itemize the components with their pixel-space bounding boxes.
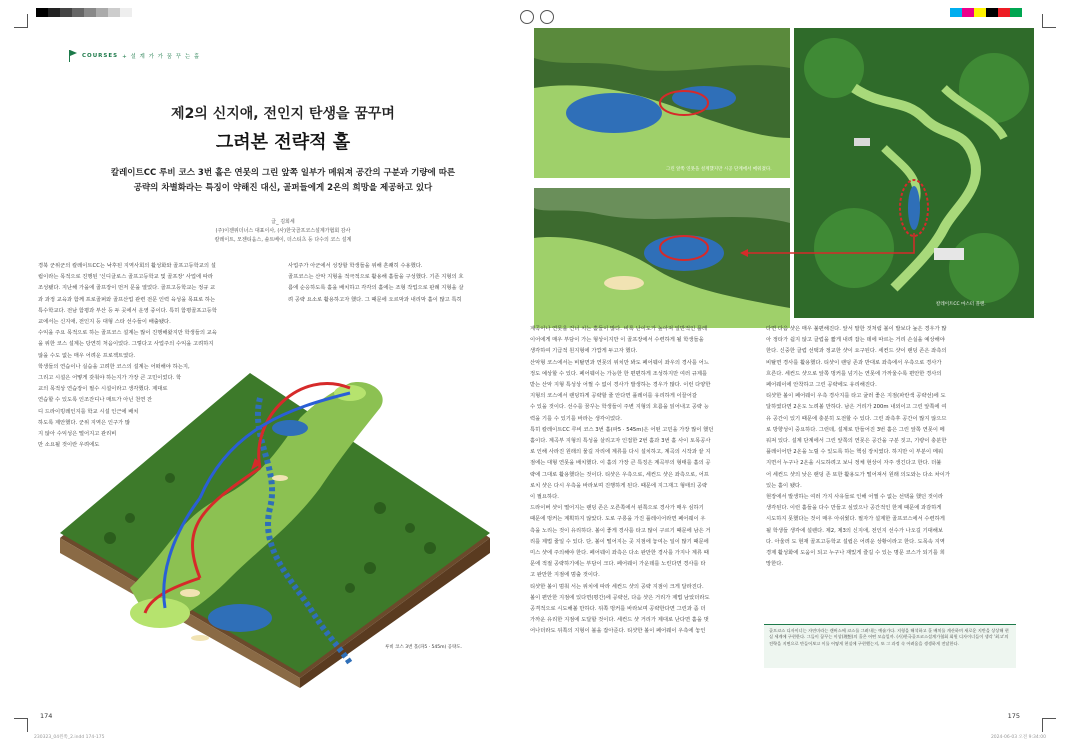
body-line: 산악형 코스에서는 비탈면과 연못의 위치만 봐도 페어웨이 좌우의 경사를 어느 [530,359,709,366]
byline-position: (주)이젠위더너스 대표이사, (사)한국골프코스설계가협회 감사 [215,228,351,234]
body-line: 특히 칼레이트CC 루비 코스 3번 홀(파5 · 545m)은 어떤 고민을 가장 많이 했던 [530,426,714,433]
series-note-box [764,624,1016,668]
body-line: 만 소요될 것이란 우려에도 [38,442,100,449]
body-line: 가까운 유리한 지점에 도달할 것이다. 세컨드 샷 거리가 제대로 난다면 홀을 벗 [530,617,709,624]
body-line: 지 않아 수익성은 떨어지고 관리비 [38,431,117,438]
body-line: 디 드라이빙레인지를 학교 시설 인근에 배치 [38,408,139,415]
body-line: 페어웨이에 안착하고 그린 공략에도 유리해진다. [766,382,877,389]
pointer-arrow [736,228,916,268]
hole-strategy-illustration [50,338,490,688]
left-body-column-2 [288,261,524,306]
body-line: 어 세컨드 샷의 낮은 랜딩 존 또한 활용도가 떨어져서 원래 의도와는 다소 차이가 [766,471,950,478]
body-line: 이 필요하다. [530,494,559,501]
article-title-line2: 그려본 전략적 홀 [215,132,351,153]
byline-author: 글_ 김희세 [271,219,295,225]
body-line: 교의 목적상 연습장이 필수 시설이라고 생각했다. 제대로 [38,386,168,393]
crop-mark-bottom-right [1042,718,1056,732]
body-line: 특수학교다. 전남 함평과 부산 등 두 곳에서 운영 중이다. 특히 함평골프고등학 [38,307,217,314]
body-line: 리를 제법 줄일 수 있다. 단, 볼이 떨어지는 곳 지점에 놓여는 일이 많기 때문에 [530,538,709,545]
crop-mark-top-left [14,14,28,28]
body-line: 드라이버 샷이 떨어지는 랜딩 존은 오른쪽에서 왼쪽으로 경사가 매우 심하기 [530,505,704,512]
body-line: 어나더라도 뒤쪽의 지형이 볼을 잡아준다. 티샷한 볼이 페어웨이 우측에 놓인 [530,628,706,635]
author-byline [40,218,526,245]
right-body-column-1 [530,324,768,638]
body-line: 측을 노리는 것이 유리하다. 볼이 좋게 경사를 타고 많이 구르기 때문에 남은 거 [530,527,711,534]
lead-line2: 공략의 차별화라는 특징이 약해진 대신, 골퍼들에게 2온의 희망을 제공하고 있다 [133,183,433,193]
footer-file-info: 230323_04왼쪽_2.indd 174-175 [34,735,105,740]
body-line: 공격적으로 시도해볼 만하다. 뒤쪽 벙커를 바라보며 공략한다면 그린과 좀 더 [530,606,706,613]
crop-mark-bottom-left [14,718,28,732]
body-line: 로 방향성이 중요하다. 그런데, 설계로 만들어진 3번 홀은 그린 앞쪽 연못이 메 [766,426,945,433]
body-line: 려 공략 요소로 활용하고자 했다. 그 때문에 오르막과 내리막 홀이 많고 특히 [288,296,462,303]
body-line: 략에 그대로 활용했다는 것이다. 티샷은 우측으로, 세컨드 샷은 좌측으로, 어프 [530,471,709,478]
body-line: 과 과정 교육과 함께 프로골퍼와 골프산업 관련 전문 인력 육성을 목표로 하는 [38,296,216,303]
course-photo-pond [534,28,790,178]
golf-flag-icon [68,50,78,62]
photo-caption-pond: 그린 앞쪽 연못을 설계했지만 시공 단계에서 메워졌다. [666,167,772,172]
section-label: COURSES [82,53,119,59]
registration-mark-right [540,10,554,24]
body-line: 름에 순응하도록 홀을 배치하고 각각의 홀에는 조형 작업으로 판례 지형을 살 [288,285,464,292]
byline-works: 칼레이트, 모젠티움스, 솔트베이, 더스티츠 등 다수의 코스 설계 [214,237,352,243]
article-title-line1: 제2의 신지애, 전인지 탄생을 꿈꾸며 [171,106,395,122]
left-page [40,28,526,718]
master-plan-aerial [794,28,1034,318]
body-line: 생각된다. 이런 홀들을 다수 만들고 싶었으나 공간적인 한계 때문에 과감하게 [766,505,942,512]
body-line: 받는 산악 지형 특성상 어쩔 수 없이 경사가 발생하는 경우가 많다. 이런 다양한 [530,382,711,389]
body-line: 수 있을 것이다. 선수를 꿈꾸는 학생들이 주변 지형의 흐름을 읽어내고 공략 능 [530,404,709,411]
series-note-text: 골프코스 디자이너는 자연미라는 캔버스에 코스를 그려내는 예술가다. 지형을 해석하고 홀 배치를 계산하며 새로운 지반을 상상해 현실 세계에 구현한다. 그들이 꿈꾸는 이상(理想)의 홀은 어떤 모습일까. (사)한국골프코스설계가협회 회원 디자이너들이 생각 '최고'의 전략을 지면으로 만들어보고 이를 어떻게 현실에 구현했는지, 또 그 과정 속 어려움을 생생하게 전달한다. [769,628,1009,646]
body-line: 있는 홀이 됐다. [766,482,802,489]
body-line: 골프코스는 산악 지형을 적극적으로 활용해 홀들을 구성했다. 기존 지형의 흐 [288,274,464,281]
body-line: 학생들의 연습이나 실습을 고려한 코스의 설계는 어떠해야 하는지, [38,363,190,370]
section-header [68,50,200,62]
body-line: 달하였다면 2온도 노려볼 만하다. 남은 거리가 200m 내외이고 그린 앞쪽에 여 [766,404,947,411]
body-line: 때문에 벙커는 계획하지 않았다. 도로 구릉을 가진 플레이어라면 페어웨이 우 [530,516,706,523]
page-number-left: 174 [40,712,53,720]
crop-mark-top-right [1042,14,1056,28]
body-line: 다. 아울러 도 현재 골프고등학교 설립은 어려운 상황이라고 한다. 도목속 지역 [766,538,945,545]
body-line: 않을 수도 없는 매우 어려운 프로젝트였다. [38,352,136,359]
body-line: 계곡이나 연못을 건너 치는 홀들이 많다. 비록 난이도가 높아져 일반적인 플레 [530,326,708,332]
body-line: 문에 적절 공략하기에는 부담이 크다. 페어웨이 가운데를 노린다면 경사를 타 [530,561,706,568]
body-line: 홀이다. 계곡부 지형의 특성을 살리고자 인접한 2번 홀과 3번 홀 사이 토목공사 [530,438,711,445]
body-line: 망한다. [766,561,784,568]
body-line: 아 정타가 쉽지 않고 클럽을 짧게 내려 잡는 데에 따르는 거리 손실을 예상해야 [766,337,945,344]
body-line: 경북 군위군의 칼레이트CC는 낙후된 지역사회의 활성화와 골프고등학교의 설 [38,263,216,269]
illustration-caption: 루비 코스 3번 홀(파5 · 545m) 공략도. [385,645,463,650]
body-line: 워져 있다. 설계 단계에서 그린 앞쪽의 연못은 공간을 구분 짓고, 기량이 충분한 [766,438,947,445]
body-line: 지면서 누구나 2온을 시도하려고 보니 정체 현상이 자주 생긴다고 한다. 더불 [766,460,942,467]
body-line: 될 학생들 생각에 설렌다. 제2, 제3의 신지애, 전인지 선수가 나오길 기대해보 [766,527,944,534]
body-line: 점에는 대형 연못을 배치했다. 이 홀의 가장 큰 특징은 계곡부의 형태를 홀의 공 [530,460,711,467]
body-line: 현장에서 발생하는 여러 가지 사유들로 인해 어쩔 수 없는 선택을 했던 것이라 [766,494,944,501]
page-number-right: 175 [1007,712,1020,720]
registration-mark-left [520,10,534,24]
color-bar-left [36,8,132,17]
footer-timestamp: 2024-06-03 오전 9:34:00 [990,735,1046,740]
body-line: 수익을 주요 목적으로 하는 골프코스 설계는 많이 진행해왔지만 학생들의 교육 [38,330,217,337]
right-page [530,28,1034,720]
body-line: 티샷한 볼이 멈춰 서는 위치에 따라 세컨드 샷의 공략 지점이 크게 달라진다. [530,583,704,590]
body-line: 경제 활성화에 도움이 되고 누구나 재밌게 즐길 수 있는 명문 코스가 되기를 희 [766,550,945,557]
body-line: 시도하지 못했다는 것이 매우 아쉬웠다. 필자가 설계한 골프코스에서 수련하게 [766,516,945,523]
body-line: 정도 예상할 수 있다. 페어웨이는 가능한 한 편편하게 조성하지만 여러 규제를 [530,370,708,377]
body-line: 미스 샷에 주의해야 한다. 페어웨이 좌측은 다소 완만한 경사를 가지나 계류 때 [530,550,709,557]
section-sublabel: + 설 계 가 가 꿈 꾸 는 홀 [122,54,201,60]
body-line: 을 위한 코스 설계는 당연히 처음이었다. 그렇다고 사업주의 수익을 고려하지 [38,341,214,348]
body-line: 연습할 수 있도록 인조잔디나 매트가 아닌 천연 잔 [38,397,153,404]
body-line: 립이라는 목적으로 진행된 '신디클로스 골프고등학교 및 골프장' 사업에 따라 [38,274,214,281]
body-line: 생각하여 기급적 원지형에 가깝게 두고자 했다. [530,348,638,355]
body-line: 한다. 신중한 클럽 선택과 정교한 샷이 요구된다. 세컨드 샷이 랜딩 존은 좌측의 [766,348,947,355]
body-line: 볼이 편안한 지점에 있다면(평간)에 공략선, 다음 샷은 거리가 제법 남았더라도 [530,594,710,601]
body-line: 사업주가 아군에서 성장할 학생들을 위해 흔쾌히 수용했다. [288,263,423,269]
body-line: 지형의 코스에서 랜딩하게 공략할 줄 안다면 플레이를 유리하게 이끌어갈 [530,393,697,400]
body-line: 로치 샷은 다시 우측을 바라보며 진행하게 된다. 때문에 지그재그 형태의 공략 [530,482,708,489]
body-line: 유 공간이 있기 때문에 충분히 도전할 수 있다. 그린 좌측후 공간이 많지 않으므 [766,415,947,422]
article-lead [100,166,466,196]
body-line: 로 인해 사라진 원래의 물길 자리에 계류를 다시 설치하고, 계곡의 시작과 끝 지 [530,449,711,456]
lead-line1: 칼레이트CC 루비 코스 3번 홀은 연못의 그린 앞쪽 일부가 메워져 공간의 구분과 기량에 따른 [110,168,456,178]
body-line: 흐른다. 세컨드 샷으로 앞쪽 벙커를 넘기는 연못에 가까울수록 편안한 경사의 [766,370,942,377]
right-body-column-2 [766,324,1014,570]
aerial-caption: 칼레이트CC 마스터 플랜. [936,302,986,307]
body-line: 력을 기를 수 있기를 바라는 생각이었다. [530,415,622,422]
body-line: 그리고 시설은 어떻게 갖춰야 하는지가 가장 큰 고민이었다. 학 [38,375,182,382]
body-line: 다면 다음 샷은 매우 불편해진다. 앞서 말한 것처럼 볼이 발보다 높은 경우가 많 [766,326,947,332]
body-line: 비탈면 경사를 활용했다. 티샷이 랜딩 존과 반대로 좌측에서 우측으로 경사가 [766,359,942,366]
body-line: 이어에게 매우 부담이 가는 형상이지만 이 골프장에서 수련하게 될 학생들을 [530,337,704,344]
body-line: 플레이어만 2온을 노릴 수 있도록 하는 핵심 장치였다. 하지만 이 부분이 메워 [766,449,944,456]
color-bar-right [950,8,1022,17]
body-line: 조성됐다. 지난해 가을에 골프장이 먼저 문을 열었다. 골프고등학교는 정규 교 [38,285,216,292]
body-line: 하도록 제안했다. 군위 지역은 인구가 많 [38,419,130,426]
body-line: 티샷한 볼이 페어웨이 우측 경사지를 타고 굴러 좋은 지점(파란색 공략선)에 도 [766,393,946,400]
body-line: 교에서는 신지애, 전인지 등 대형 스타 선수들이 배출됐다. [38,319,171,326]
body-line: 고 완만한 지점에 멈출 것이다. [530,572,600,579]
